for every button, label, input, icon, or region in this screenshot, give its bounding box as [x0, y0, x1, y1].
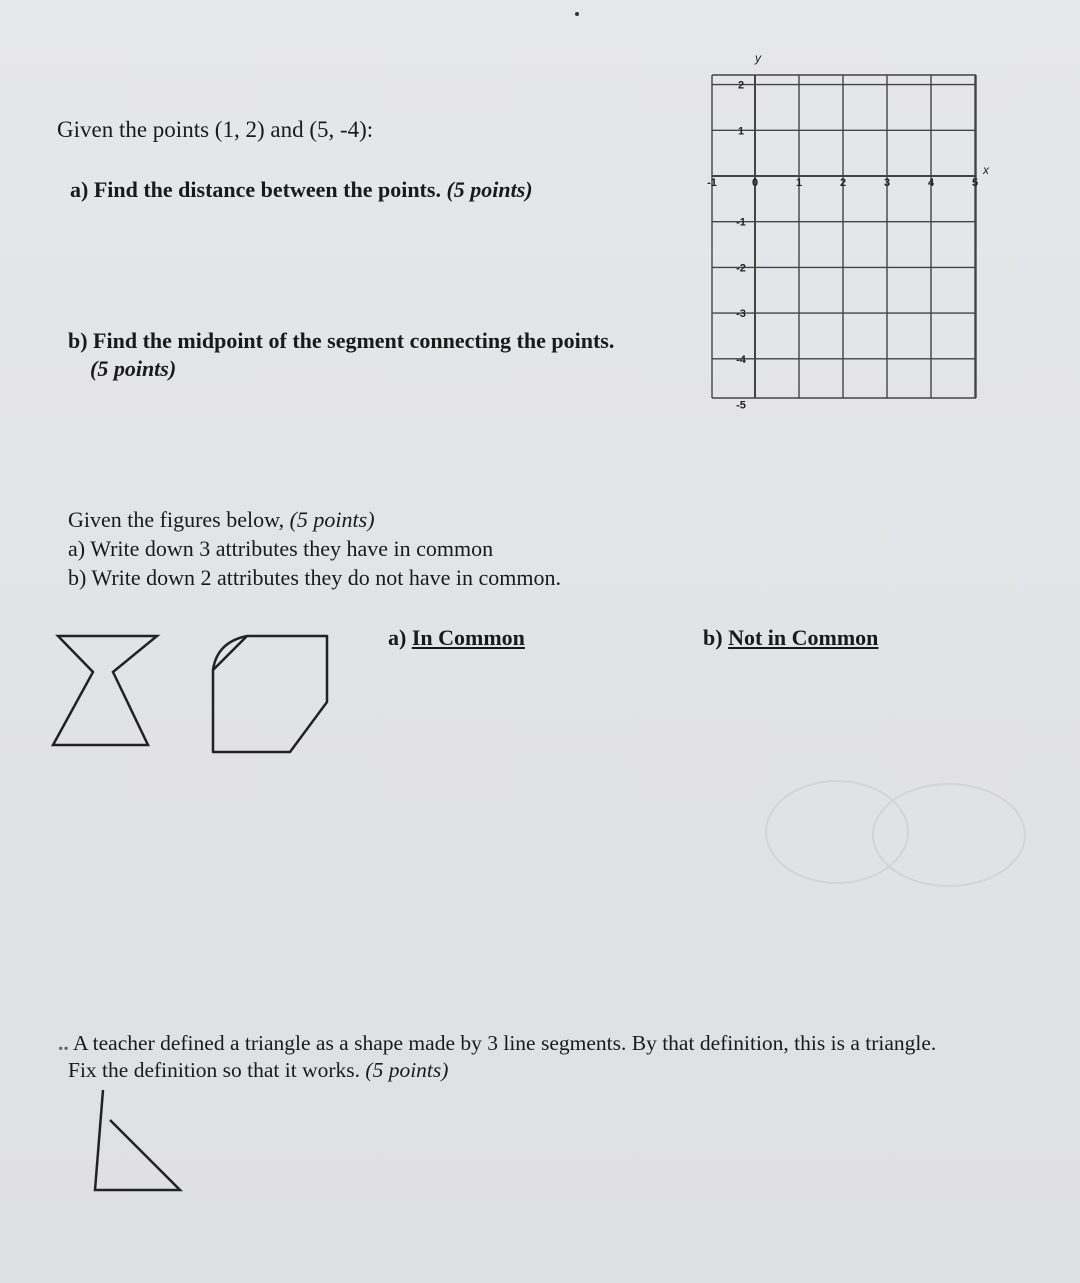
x-tick-label: 3 — [883, 177, 891, 189]
y-axis-label: y — [755, 51, 761, 65]
y-tick-label: -4 — [736, 353, 746, 366]
x-tick-label: 4 — [927, 177, 935, 189]
open-triangle-figure — [85, 1085, 195, 1195]
problem1-part-a-points: (5 points) — [446, 177, 533, 202]
problem2-line-b: b) Write down 2 attributes they do not have in common. — [68, 565, 562, 590]
stray-dot — [575, 12, 579, 16]
in-common-label — [388, 624, 525, 652]
problem3-line2-text: Fix the definition so that it works. — [68, 1058, 361, 1082]
problem3-line1 — [58, 1029, 936, 1057]
problem3-line2 — [68, 1056, 448, 1084]
x-tick-label: 2 — [839, 177, 847, 189]
x-tick-label: 0 — [751, 177, 759, 189]
not-in-common-heading: Not in Common — [728, 625, 879, 650]
problem1-part-a — [70, 176, 533, 204]
y-tick-label: 2 — [737, 79, 745, 92]
x-tick-label: 5 — [971, 177, 979, 189]
y-tick-label: 1 — [737, 125, 745, 138]
y-tick-label: -1 — [736, 216, 746, 229]
x-tick-label: -1 — [707, 177, 717, 189]
y-tick-label: -2 — [736, 262, 746, 275]
hourglass-shape — [50, 630, 170, 750]
grid-tick-labels — [707, 51, 990, 412]
problem3-bullet: .. — [58, 1031, 69, 1055]
problem3-line1-text: A teacher defined a triangle as a shape made by 3 line segments. By that definition, this is a triangle. — [72, 1031, 937, 1055]
x-tick-label: 1 — [795, 177, 803, 189]
problem2-prompt-points: (5 points) — [289, 507, 375, 532]
cut-corner-shape — [205, 630, 335, 760]
faint-circle-right — [872, 783, 1026, 887]
problem3-line2-points: (5 points) — [365, 1058, 449, 1082]
problem2-prompt-text: Given the figures below, — [68, 507, 285, 532]
in-common-heading: In Common — [411, 625, 525, 650]
y-tick-label: -5 — [736, 399, 746, 412]
x-axis-label: x — [983, 163, 989, 177]
grid-lines — [712, 75, 979, 398]
problem2-line-a: a) Write down 3 attributes they have in common — [68, 536, 494, 561]
problem2-prompt — [68, 506, 375, 534]
in-common-prefix: a) — [388, 625, 412, 650]
y-tick-label: -3 — [736, 308, 746, 321]
problem1-prompt: Given the points (1, 2) and (5, -4): — [57, 117, 374, 142]
problem1-part-b-points: (5 points) — [90, 356, 177, 381]
not-in-common-label — [703, 624, 878, 652]
coordinate-grid — [700, 45, 1000, 415]
not-in-common-prefix: b) — [703, 625, 729, 650]
problem1-part-a-text: a) Find the distance between the points. — [70, 177, 441, 202]
problem1-part-b: b) Find the midpoint of the segment connecting the points. — [68, 328, 615, 353]
